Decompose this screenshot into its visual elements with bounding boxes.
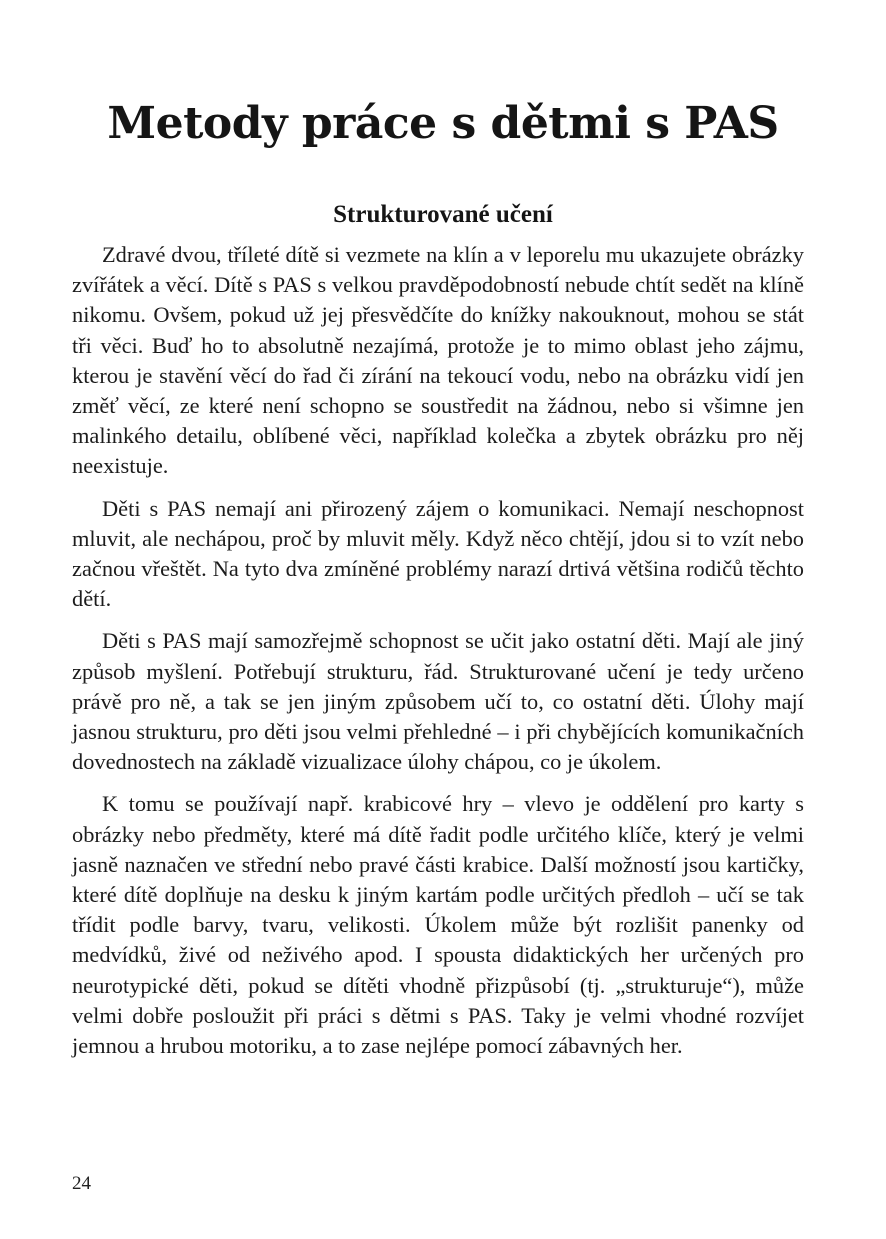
section-heading: Strukturované učení [333,201,553,228]
page-title: Metody práce s dětmi s PAS [107,98,779,149]
paragraph-2: Děti s PAS nemají ani přirozený zájem o komunikaci. Nemají neschopnost mluvit, ale nechápou, proč by mluvit měly. Když něco chtějí, jdou si to vzít nebo začnou vřeštět. Na tyto dva zmíněné problémy narazí drtivá většina rodičů těchto dětí. [72,495,804,612]
body-text [72,240,804,1073]
paragraph-3: Děti s PAS mají samozřejmě schopnost se učit jako ostatní děti. Mají ale jiný způsob myšlení. Potřebují strukturu, řád. Strukturované učení je tedy určeno právě pro ně, a tak se jen jiným způsobem učí to, co ostatní děti. Úlohy mají jasnou strukturu, pro děti jsou velmi přehledné – i při chybějících komunikačních dovednostech na základě vizualizace úlohy chápou, co je úkolem. [72,628,804,775]
paragraph-1: Zdravé dvou, tříleté dítě si vezmete na klín a v leporelu mu ukazujete obrázky zvířátek a věcí. Dítě s PAS s velkou pravděpodobností nebude chtít sedět na klíně nikomu. Ovšem, pokud už jej přesvědčíte do knížky nakouknout, mohou se stát tři věci. Buď ho to absolutně nezajímá, protože je to mimo oblast jeho zájmu, kterou je stavění věcí do řad či zírání na tekoucí vodu, nebo na obrázku vidí jen změť věcí, ze které není schopno se soustředit na žádnou, nebo si všimne jen malinkého detailu, oblíbené věci, například kolečka a zbytek obrázku pro něj neexistuje. [72,242,804,479]
page-number: 24 [72,1173,91,1194]
paragraph-4: K tomu se používají např. krabicové hry – vlevo je oddělení pro karty s obrázky nebo předměty, které má dítě řadit podle určitého klíče, který je velmi jasně naznačen ve střední nebo pravé části krabice. Další možností jsou kartičky, které dítě doplňuje na desku k jiným kartám podle určitých předloh – učí se tak třídit podle barvy, tvaru, velikosti. Úkolem může být rozlišit panenky od medvídků, živé od neživého apod. I spousta didaktických her určených pro neurotypické děti, pokud se dítěti vhodně přizpůsobí (tj. „strukturuje“), může velmi dobře posloužit při práci s dětmi s PAS. Taky je velmi vhodné rozvíjet jemnou a hrubou motoriku, a to zase nejlépe pomocí zábavných her. [72,791,804,1059]
